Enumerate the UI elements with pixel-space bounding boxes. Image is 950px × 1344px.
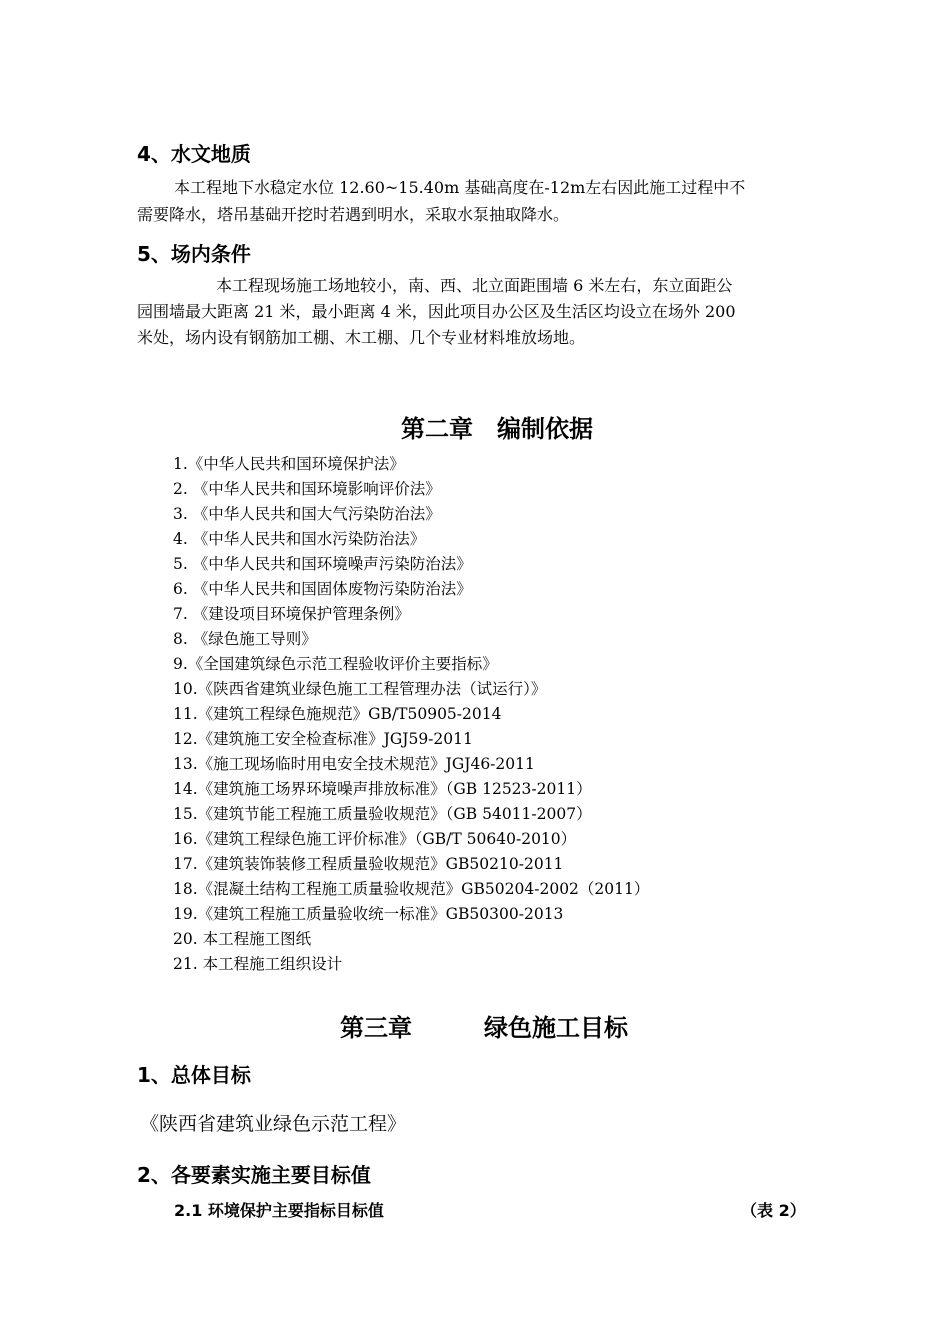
reference-item: 8. 《绿色施工导则》: [173, 630, 317, 648]
reference-item: 17.《建筑装饰装修工程质量验收规范》GB50210-2011: [173, 855, 564, 873]
reference-item: 10.《陕西省建筑业绿色施工工程管理办法（试运行）》: [173, 680, 547, 698]
reference-item: 15.《建筑节能工程施工质量验收规范》（GB 54011-2007）: [173, 805, 592, 823]
reference-item: 6. 《中华人民共和国固体废物污染防治法》: [173, 580, 472, 598]
reference-item: 14.《建筑施工场界环境噪声排放标准》（GB 12523-2011）: [173, 780, 592, 798]
section-5-text-line-3: 米处，场内设有钢筋加工棚、木工棚、几个专业材料堆放场地。: [137, 328, 586, 347]
reference-item: 2. 《中华人民共和国环境影响评价法》: [173, 480, 441, 498]
section-4-text-line-2: 需要降水，塔吊基础开挖时若遇到明水，采取水泵抽取降水。: [137, 205, 570, 224]
section-5-text-line-2: 园围墙最大距离 21 米，最小距离 4 米，因此项目办公区及生活区均设立在场外 200: [137, 302, 736, 321]
reference-item: 9.《全国建筑绿色示范工程验收评价主要指标》: [173, 655, 498, 673]
section-4-heading: 4、水文地质: [137, 142, 251, 166]
goal-2-heading: 2、各要素实施主要目标值: [137, 1163, 371, 1187]
subsection-2-1-heading: 2.1 环境保护主要指标目标值: [174, 1201, 384, 1220]
reference-item: 16.《建筑工程绿色施工评价标准》（GB/T 50640-2010）: [173, 830, 577, 848]
reference-item: 18.《混凝土结构工程施工质量验收规范》GB50204-2002（2011）: [173, 880, 650, 898]
table-label: （表 2）: [741, 1201, 806, 1220]
reference-item: 5. 《中华人民共和国环境噪声污染防治法》: [173, 555, 472, 573]
reference-item: 4. 《中华人民共和国水污染防治法》: [173, 530, 426, 548]
reference-item: 11.《建筑工程绿色施规范》GB/T50905-2014: [173, 705, 502, 723]
chapter-3-title: 第三章 绿色施工目标: [340, 1014, 628, 1042]
reference-item: 3. 《中华人民共和国大气污染防治法》: [173, 505, 441, 523]
section-5-heading: 5、场内条件: [137, 242, 251, 266]
reference-item: 21. 本工程施工组织设计: [173, 955, 343, 973]
section-5-text-line-1: 本工程现场施工场地较小，南、西、北立面距围墙 6 米左右，东立面距公: [216, 276, 733, 295]
reference-item: 19.《建筑工程施工质量验收统一标准》GB50300-2013: [173, 905, 564, 923]
goal-1-text: 《陕西省建筑业绿色示范工程》: [140, 1113, 407, 1135]
reference-item: 12.《建筑施工安全检查标准》JGJ59-2011: [173, 730, 473, 748]
reference-item: 7. 《建设项目环境保护管理条例》: [173, 605, 410, 623]
reference-item: 13.《施工现场临时用电安全技术规范》JGJ46-2011: [173, 755, 535, 773]
reference-item: 20. 本工程施工图纸: [173, 930, 312, 948]
chapter-2-title: 第二章 编制依据: [401, 415, 593, 443]
reference-item: 1.《中华人民共和国环境保护法》: [173, 455, 405, 473]
goal-1-heading: 1、总体目标: [137, 1063, 251, 1087]
section-4-text-line-1: 本工程地下水稳定水位 12.60~15.40m 基础高度在-12m左右因此施工过程中不: [174, 178, 746, 197]
